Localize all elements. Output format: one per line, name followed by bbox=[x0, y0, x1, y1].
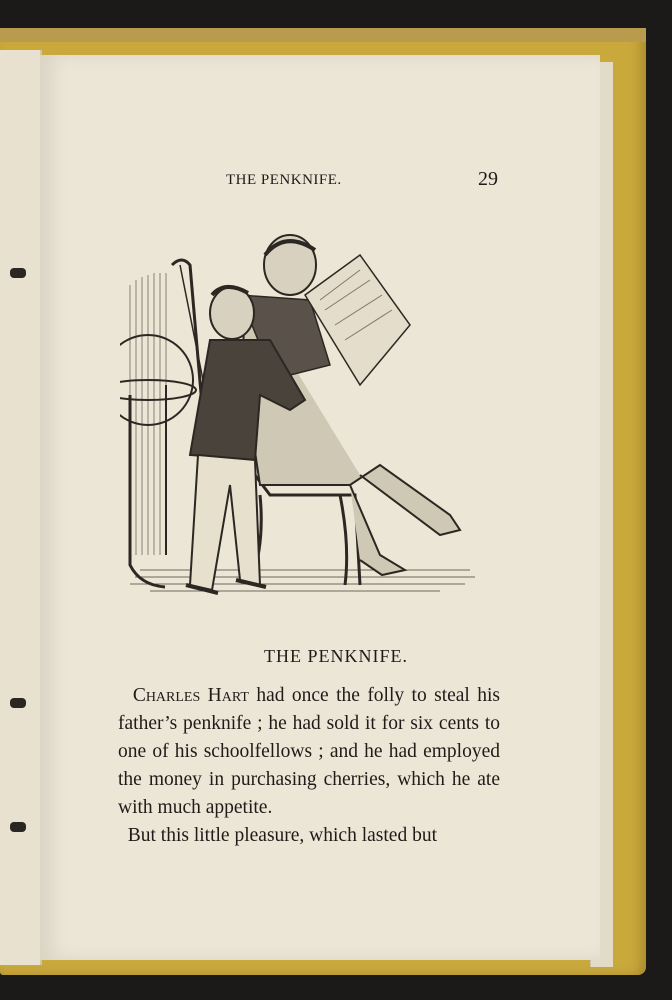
paragraph-text: had once the folly to steal his father’s penknife ; he had sold it for six cents to one of his schoolfellows ; and he had employed the money in purchasing cherries, which he ate with much appetite. bbox=[118, 685, 501, 818]
binding-hole bbox=[10, 268, 26, 278]
paragraph bbox=[118, 822, 500, 850]
paragraph-lead: Charles Hart bbox=[132, 685, 249, 706]
binding-hole bbox=[10, 822, 26, 832]
engraving-illustration bbox=[120, 225, 482, 615]
page-number: 29 bbox=[478, 168, 498, 190]
chapter-title: THE PENKNIFE. bbox=[264, 646, 408, 666]
binding-hole bbox=[10, 698, 26, 708]
body-text bbox=[118, 682, 500, 850]
paragraph bbox=[118, 682, 500, 822]
running-head: THE PENKNIFE. bbox=[226, 172, 342, 188]
paragraph-text: But this little pleasure, which lasted but bbox=[127, 825, 437, 846]
cover-edge bbox=[0, 28, 646, 42]
